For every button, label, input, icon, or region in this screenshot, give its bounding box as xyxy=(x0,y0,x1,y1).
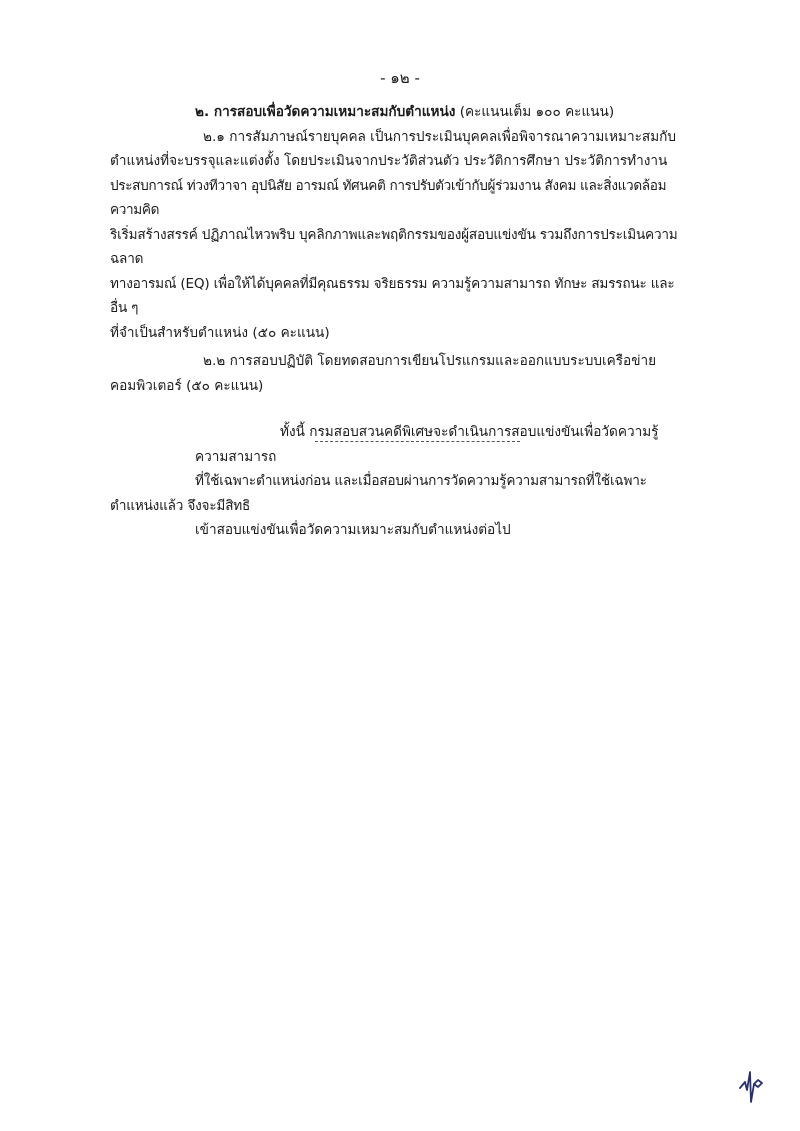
item-2-1-line: ตำแหน่งที่จะบรรจุและแต่งตั้ง โดยประเมินจากประวัติส่วนตัว ประวัติการศึกษา ประวัติการทำงาน xyxy=(110,153,668,169)
closing-line: ทั้งนี้ กรมสอบสวนคดีพิเศษจะดำเนินการสอบแข่งขันเพื่อวัดความรู้ความสามารถ xyxy=(195,424,659,465)
page-number: - ๑๒ - xyxy=(380,69,420,87)
item-2-1-line: ที่จำเป็นสำหรับตำแหน่ง (๕๐ คะแนน) xyxy=(110,324,330,341)
end-of-text-divider xyxy=(315,441,520,442)
closing-line: เข้าสอบแข่งขันเพื่อวัดความเหมาะสมกับตำแหน่งต่อไป xyxy=(195,522,511,538)
item-2-2-line: ๒.๒ การสอบปฏิบัติ โดยทดสอบการเขียนโปรแกรมและออกแบบระบบเครือข่าย xyxy=(203,353,657,369)
closing-line: ที่ใช้เฉพาะตำแหน่งก่อน และเมื่อสอบผ่านการวัดความรู้ความสามารถที่ใช้เฉพาะตำแหน่งแล้ว จึงจะมีสิทธิ xyxy=(110,473,647,514)
section-heading-note: (คะแนนเต็ม ๑๐๐ คะแนน) xyxy=(455,104,615,120)
item-2-1-line: ประสบการณ์ ท่วงทีวาจา อุปนิสัย อารมณ์ ทัศนคติ การปรับตัวเข้ากับผู้ร่วมงาน สังคม และสิ่งแวดล้อม ความคิด xyxy=(110,177,667,218)
handwritten-initials-icon xyxy=(736,1062,766,1106)
item-2-1-line: ๒.๑ การสัมภาษณ์รายบุคคล เป็นการประเมินบุคคลเพื่อพิจารณาความเหมาะสมกับ xyxy=(203,128,677,145)
item-2-2-line: คอมพิวเตอร์ (๕๐ คะแนน) xyxy=(110,377,264,394)
item-2-1-line: ทางอารมณ์ (EQ) เพื่อให้ได้บุคคลที่มีคุณธรรม จริยธรรม ความรู้ความสามารถ ทักษะ สมรรถนะ และอื่น ๆ xyxy=(110,275,675,316)
item-2-2-paragraph xyxy=(110,349,690,398)
document-body xyxy=(110,100,690,543)
item-2-1-paragraph xyxy=(110,125,690,346)
item-2-1-line: ริเริ่มสร้างสรรค์ ปฏิภาณไหวพริบ บุคลิกภาพและพฤติกรรมของผู้สอบแข่งขัน รวมถึงการประเมินความฉลาด xyxy=(110,226,678,267)
section-heading-title: ๒. การสอบเพื่อวัดความเหมาะสมกับตำแหน่ง xyxy=(195,104,456,120)
closing-paragraph xyxy=(110,420,690,543)
section-heading xyxy=(110,100,690,125)
